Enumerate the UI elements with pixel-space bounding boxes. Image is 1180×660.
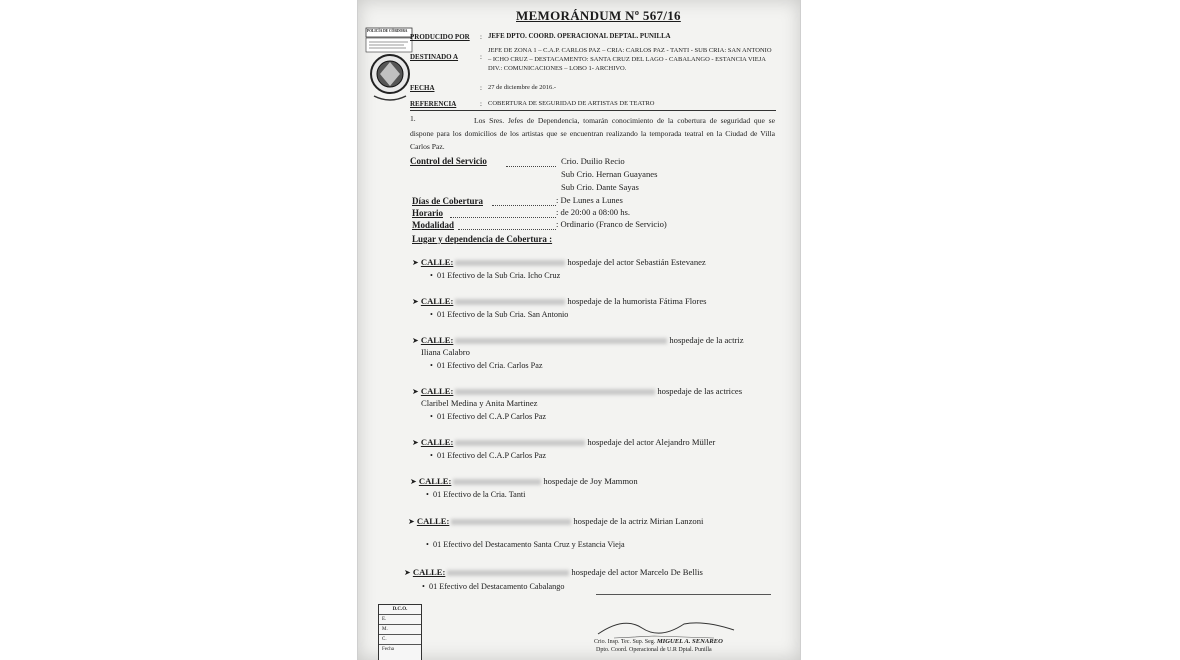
street-entry-1: ➤ CALLE: hospedaje del actor Sebastián Estevanez: [412, 257, 706, 267]
dco-stamp-box: [378, 604, 422, 660]
referencia-label: REFERENCIA: [410, 100, 457, 108]
street-entry-3: ➤ CALLE: hospedaje de la actriz: [412, 335, 744, 345]
entry-6-bullet: • 01 Efectivo de la Cria. Tanti: [426, 490, 526, 499]
dias-label: Días de Cobertura: [412, 196, 483, 206]
destinado-line-1: JEFE DE ZONA 1 – C.A.P. CARLOS PAZ – CRIA: CARLOS PAZ - TANTI - SUB CRIA: SAN ANTONIO: [488, 47, 772, 54]
stamp-row-4: Fecha: [382, 647, 394, 652]
destinado-line-2: – ICHO CRUZ – DESTACAMENTO: SANTA CRUZ DEL LAGO - CABALANGO - ESTANCIA VIEJA: [488, 56, 766, 63]
street-entry-6: ➤ CALLE: hospedaje de Joy Mammon: [410, 476, 638, 486]
street-entry-8: ➤ CALLE: hospedaje del actor Marcelo De Bellis: [404, 567, 703, 577]
control-name-3: Sub Crio. Dante Sayas: [561, 182, 639, 192]
horario-label: Horario: [412, 208, 443, 218]
paragraph-number: 1.: [410, 114, 416, 123]
entry-4-continuation: Claribel Medina y Anita Martinez: [421, 398, 538, 408]
street-entry-4: ➤ CALLE: hospedaje de las actrices: [412, 386, 743, 396]
header-divider: [410, 110, 776, 111]
stamp-row-2: M.: [379, 625, 421, 635]
control-name-1: Crio. Duilio Recio: [561, 156, 625, 166]
entry-3-bullet: • 01 Efectivo del Cria. Carlos Paz: [430, 361, 543, 370]
street-entry-7: ➤ CALLE: hospedaje de la actriz Mirian Lanzoni: [408, 516, 704, 526]
lugar-label: Lugar y dependencia de Cobertura :: [412, 234, 553, 244]
modalidad-value: : Ordinario (Franco de Servicio): [556, 219, 667, 229]
closing-rule: [596, 594, 771, 595]
destinado-line-3: DIV.: COMUNICACIONES – LOBO 1- ARCHIVO.: [488, 65, 627, 72]
memo-page: MEMORÁNDUM Nº 567/16 POLICÍA DE CÓRDOBA PRODUCIDO POR : JEFE DPTO. COORD. OPERACIONAL DEPTAL. PUNILLA DESTINADO A : JEFE DE ZONA 1 – C.A.P. CARLOS PAZ – CRIA: CARLOS PAZ - TANTI - SUB CRIA: SAN ANTONIO – ICHO CRUZ – DESTACAMENTO: SANTA CRUZ DEL LAGO - CABALANGO - ESTANCIA VIEJA DIV.: COMUNICACIONES – LOBO 1- ARCHIVO. FECHA : 27 de diciembre de 2016.- REFERENCIA : COBERTURA DE SEGURIDAD DE ARTISTAS DE TEATRO 1. Los Sres. Jefes de Dependencia, tomarán conocimiento de la cobertura de seguridad que se dispone para los domicilios de los artistas que se encuentran realizando la temporada teatral en la Ciudad de Villa Carlos Paz. Control del Servicio Crio. Duilio Recio Sub Crio. Hernan Guayanes Sub Crio. Dante Sayas Días de Cobertura : De Lunes a Lunes Horario : de 20:00 a 08:00 hs. Modalidad : Ordinario (Franco de Servicio) Lugar y dependencia de Cobertura : ➤ CALLE: hospedaje del actor Sebastián Estevanez • 01 Efectivo de la Sub Cria. Icho Cruz ➤ CALLE: hospedaje de la humorista Fátima Flores • 01 Efectivo de la Sub Cria. San Antonio ➤ CALLE: hospedaje de la actriz Iliana Calabro • 01 Efectivo del Cria. Carlos Paz ➤ CALLE: hospedaje de las actrices Claribel Medina y Anita Martinez • 01 Efectivo del C.A.P Carlos Paz ➤ CALLE: hospedaje del actor Alejandro Müller • 01 Efectivo del C.A.P Carlos Paz ➤ CALLE: hospedaje de Joy Mammon • 01 Efectivo de la Cria. Tanti ➤ CALLE: hospedaje de la actriz Mirian Lanzoni • 01 Efectivo del Destacamento Santa Cruz y Estancia Vieja ➤ CALLE: hospedaje del actor Marcelo De Bellis • 01 Efectivo del Destacamento Cabalango D.C.O. E. M. C. Fecha Crio. Insp. Tec. Sup. Seg. MIGUEL A. SENAREO Dpto. Coord. Operacional de U.R Dptal. Punilla: [357, 0, 801, 660]
seal-caption: POLICÍA DE CÓRDOBA: [367, 29, 408, 33]
entry-3-continuation: Iliana Calabro: [421, 347, 470, 357]
street-entry-5: ➤ CALLE: hospedaje del actor Alejandro Müller: [412, 437, 716, 447]
street-entry-2: ➤ CALLE: hospedaje de la humorista Fátima Flores: [412, 296, 707, 306]
producido-value: JEFE DPTO. COORD. OPERACIONAL DEPTAL. PUNILLA: [488, 33, 671, 40]
referencia-value: COBERTURA DE SEGURIDAD DE ARTISTAS DE TEATRO: [488, 100, 655, 107]
horario-value: : de 20:00 a 08:00 hs.: [556, 207, 630, 217]
entry-4-bullet: • 01 Efectivo del C.A.P Carlos Paz: [430, 412, 547, 421]
signature-line-2: Dpto. Coord. Operacional de U.R Dptal. Punilla: [596, 647, 712, 653]
modalidad-label: Modalidad: [412, 220, 455, 230]
fecha-label: FECHA: [410, 84, 435, 92]
entry-2-bullet: • 01 Efectivo de la Sub Cria. San Antonio: [430, 310, 569, 319]
entry-7-bullet: • 01 Efectivo del Destacamento Santa Cruz y Estancia Vieja: [426, 540, 625, 549]
memo-title: MEMORÁNDUM Nº 567/16: [516, 8, 681, 23]
dias-value: : De Lunes a Lunes: [556, 195, 623, 205]
stamp-row-3: C.: [379, 635, 421, 645]
producido-label: PRODUCIDO POR: [410, 33, 470, 41]
police-seal-icon: [364, 26, 416, 106]
control-label: Control del Servicio: [410, 156, 487, 166]
destinado-label: DESTINADO A: [410, 53, 459, 61]
memo-paragraph: Los Sres. Jefes de Dependencia, tomarán conocimiento de la cobertura de seguridad que se dispone para los domicilios de los artistas que se encuentran realizando la temporada teatral en la Ciudad de Villa Carlos Paz.: [410, 116, 775, 151]
stamp-row-1: E.: [379, 615, 421, 625]
fecha-value: 27 de diciembre de 2016.-: [488, 84, 557, 91]
entry-1-bullet: • 01 Efectivo de la Sub Cria. Icho Cruz: [430, 271, 561, 280]
entry-5-bullet: • 01 Efectivo del C.A.P Carlos Paz: [430, 451, 547, 460]
signature-line-1: Crio. Insp. Tec. Sup. Seg. MIGUEL A. SENAREO: [594, 638, 723, 645]
control-name-2: Sub Crio. Hernan Guayanes: [561, 169, 658, 179]
stamp-title: D.C.O.: [379, 605, 421, 615]
entry-8-bullet: • 01 Efectivo del Destacamento Cabalango: [422, 582, 565, 591]
